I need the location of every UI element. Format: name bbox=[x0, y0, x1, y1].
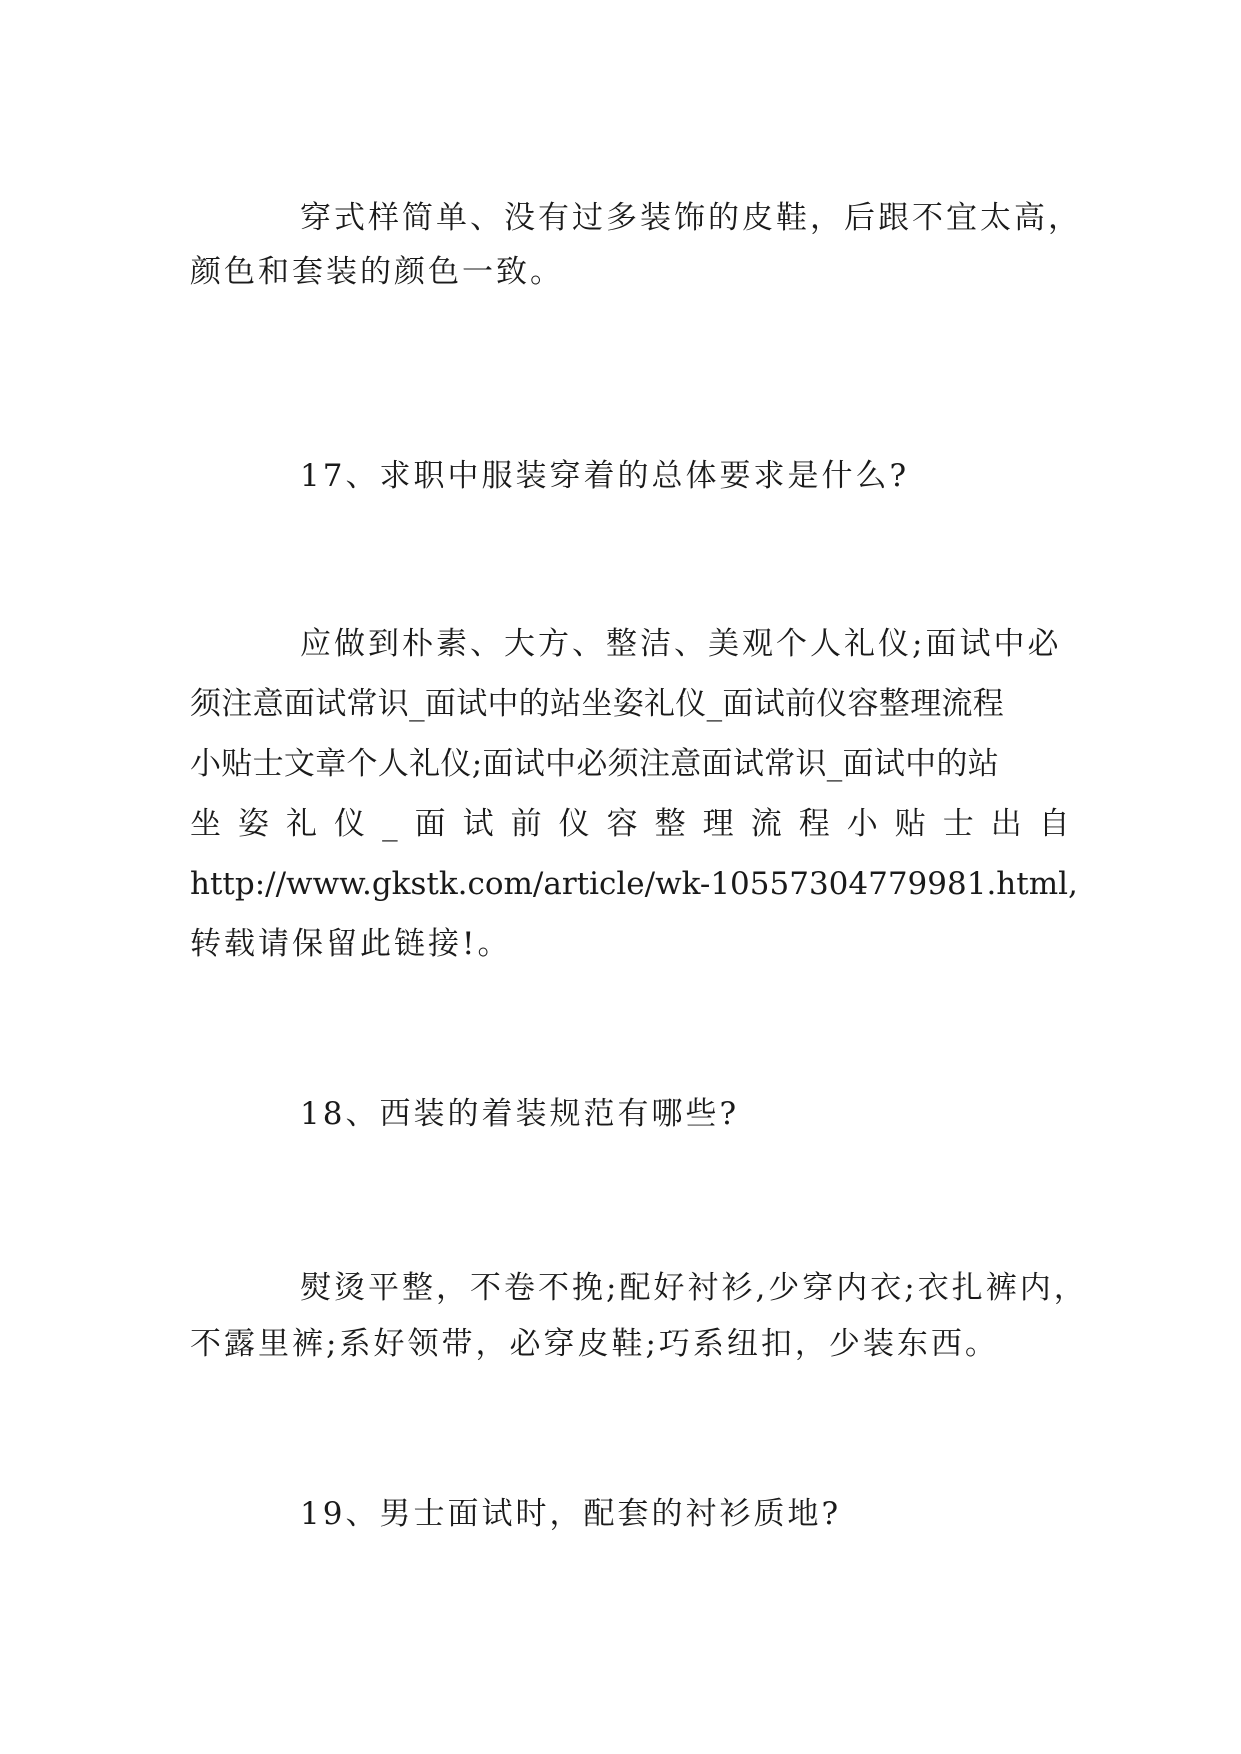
paragraph-shoes-line-1: 穿式样简单、没有过多装饰的皮鞋，后跟不宜太高， bbox=[300, 200, 1082, 236]
spread-char: 整 bbox=[654, 806, 686, 842]
spread-char: 出 bbox=[990, 806, 1022, 842]
answer-17-line-3: 小贴士文章个人礼仪;面试中必须注意面试常识_面试中的站 bbox=[190, 746, 1000, 782]
spread-char: _ bbox=[382, 806, 398, 842]
spread-char: 小 bbox=[846, 806, 878, 842]
answer-18-line-2: 不露里裤;系好领带，必穿皮鞋;巧系纽扣，少装东西。 bbox=[190, 1326, 999, 1362]
answer-17-line-1: 应做到朴素、大方、整洁、美观个人礼仪;面试中必 bbox=[300, 626, 1062, 662]
spread-char: 贴 bbox=[894, 806, 926, 842]
spread-char: 流 bbox=[750, 806, 782, 842]
spread-char: 前 bbox=[510, 806, 542, 842]
spread-char: 仪 bbox=[558, 806, 590, 842]
spread-char: 士 bbox=[942, 806, 974, 842]
question-19: 19、男士面试时，配套的衬衫质地? bbox=[300, 1496, 842, 1532]
paragraph-shoes-line-2: 颜色和套装的颜色一致。 bbox=[190, 254, 564, 290]
spread-char: 理 bbox=[702, 806, 734, 842]
spread-char: 姿 bbox=[238, 806, 270, 842]
spread-char: 礼 bbox=[286, 806, 318, 842]
question-18: 18、西装的着装规范有哪些? bbox=[300, 1096, 740, 1132]
spread-char: 自 bbox=[1038, 806, 1070, 842]
spread-char: 容 bbox=[606, 806, 638, 842]
spread-char: 程 bbox=[798, 806, 830, 842]
answer-17-line-4 bbox=[190, 804, 1070, 844]
spread-char: 坐 bbox=[190, 806, 221, 842]
answer-17-line-2: 须注意面试常识_面试中的站坐姿礼仪_面试前仪容整理流程 bbox=[190, 686, 1005, 722]
answer-17-line-6: 转载请保留此链接!。 bbox=[190, 926, 512, 962]
answer-17-line-5-url: http://www.gkstk.com/article/wk-10557304779981.html, bbox=[190, 866, 1078, 902]
answer-18-line-1: 熨烫平整，不卷不挽;配好衬衫,少穿内衣;衣扎裤内， bbox=[300, 1270, 1088, 1306]
question-17: 17、求职中服装穿着的总体要求是什么? bbox=[300, 458, 910, 494]
spread-char: 试 bbox=[462, 806, 494, 842]
spread-char: 面 bbox=[414, 806, 446, 842]
spread-char: 仪 bbox=[334, 806, 366, 842]
